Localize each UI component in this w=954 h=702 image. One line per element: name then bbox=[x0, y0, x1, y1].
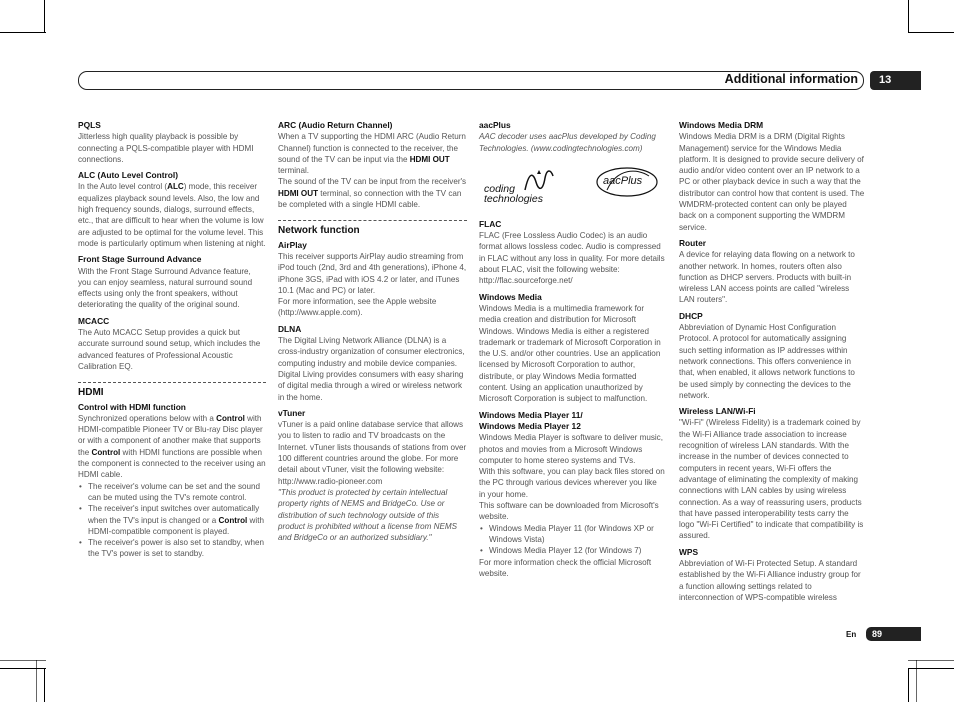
term-wmp: Windows Media Player 11/ Windows Media Player 12 bbox=[479, 409, 583, 431]
section-hdmi: HDMI bbox=[78, 382, 266, 398]
logos bbox=[479, 160, 665, 214]
list-item: • The receiver's input switches over automatically when the TV's input is changed or a Control with HDMI-compatible component is played. bbox=[88, 503, 266, 537]
text-mcacc: The Auto MCACC Setup provides a quick but accurate surround sound setup, which includes the advanced features of Professional Acoustic Calibration EQ. bbox=[78, 328, 261, 371]
term-dhcp: DHCP bbox=[679, 310, 703, 321]
crop-mark bbox=[908, 32, 954, 33]
text-pqls: Jitterless high quality playback is possible by connecting a PQLS-compatible player with HDMI connections. bbox=[78, 132, 254, 164]
column-3 bbox=[479, 120, 665, 579]
crop-mark bbox=[44, 668, 45, 702]
term-arc: ARC (Audio Return Channel) bbox=[278, 120, 393, 130]
crop-mark bbox=[908, 668, 909, 702]
text-control-hdmi: Synchronized operations below with a Control with HDMI-compatible Pioneer TV or Blu-ray Disc player or with a component of another make that supports the Control with HDMI functions are possible when the component is connected to the receiver using an HDMI cable. bbox=[78, 413, 266, 480]
term-windows-media: Windows Media bbox=[479, 291, 542, 302]
text-fsa: With the Front Stage Surround Advance feature, you can enjoy seamless, natural surround sound effects using only the front speakers, without deteriorating the quality of the original sound. bbox=[78, 266, 253, 310]
aacplus-logo: aacPlus bbox=[595, 166, 659, 198]
column-1 bbox=[78, 120, 266, 560]
term-control-hdmi: Control with HDMI function bbox=[78, 401, 186, 412]
page-title: Additional information bbox=[724, 72, 858, 86]
column-2 bbox=[278, 120, 467, 543]
coding-technologies-logo: coding technologies bbox=[484, 168, 555, 204]
term-fsa: Front Stage Surround Advance bbox=[78, 254, 202, 265]
term-vtuner: vTuner bbox=[278, 407, 306, 418]
crop-mark bbox=[916, 660, 917, 702]
crop-mark bbox=[0, 668, 46, 669]
text-dlna: The Digital Living Network Alliance (DLNA) is a cross-industry organization of consumer electronics, computing industry and mobile device companies. Digital Living provides consumers with easy sharing of digital media through a wired or wireless network in the home. bbox=[278, 336, 465, 402]
text-wmp-3: This software can be downloaded from Microsoft's website. bbox=[479, 501, 659, 522]
text-airplay: This receiver supports AirPlay audio streaming from iPod touch (2nd, 3rd and 4th generations), iPhone 4, iPhone 3GS, iPad with iOS 4.2 or later, and iTunes 10.1 (Mac and PC) or later. bbox=[278, 251, 467, 295]
chapter-number: 13 bbox=[870, 71, 921, 90]
term-wps: WPS bbox=[679, 546, 699, 557]
crop-mark bbox=[36, 660, 37, 702]
waveform-icon bbox=[523, 168, 555, 194]
crop-mark bbox=[908, 0, 909, 32]
text-wmp: Windows Media Player is software to deliver music, photos and movies from a Microsoft Windows computer to home stereo systems and TVs. bbox=[479, 433, 663, 465]
text-windows-media: Windows Media is a multimedia framework for media creation and distribution for Microsoft Windows. Windows Media is either a registered trademark or trademark of Microsoft Corporation in the U.S. and/or other countries. Use an application licensed by Microsoft Corporation to author, distribute, or play Windows Media formatted content. Using an application unauthorized by Microsoft Corporation is subject to malfunction. bbox=[479, 303, 661, 404]
term-wm-drm: Windows Media DRM bbox=[679, 120, 764, 130]
language-label: En bbox=[846, 630, 857, 639]
text-vtuner: vTuner is a paid online database service that allows you to listen to radio and TV broadcasts on the Internet. vTuner lists thousands of stations from over 100 different countries around the globe. For more detail about vTuner, visit the following website: bbox=[278, 420, 467, 475]
term-router: Router bbox=[679, 237, 706, 248]
term-flac: FLAC bbox=[479, 218, 502, 229]
term-dlna: DLNA bbox=[278, 323, 302, 334]
crop-mark bbox=[908, 668, 954, 669]
text-arc: When a TV supporting the HDMI ARC (Audio Return Channel) function is connected to the receiver, the sound of the TV can be input via the HDMI OUT terminal. bbox=[278, 132, 466, 176]
text-wmp-2: With this software, you can play back files stored on the PC through various devices wherever you like in your home. bbox=[479, 467, 665, 499]
section-network: Network function bbox=[278, 220, 467, 236]
text-alc: In the Auto level control (ALC) mode, this receiver equalizes playback sound levels. Also, the low and high frequency sounds, dialogs, surround effects, etc., that are difficult to hear when the volume is low are adjusted to be optimal for the volume level. This mode is particularly optimum when listening at night. bbox=[78, 182, 266, 248]
text-arc-2: The sound of the TV can be input from the receiver's HDMI OUT terminal, so connection with the TV can be completed with a single HDMI cable. bbox=[278, 177, 467, 210]
vtuner-note: "This product is protected by certain intellectual property rights of NEMS and BridgeCo. Use or distribution of such technology outside of this product is prohibited without a license from NEMS and BridgeCo or an authorized subsidiary." bbox=[278, 487, 458, 543]
list-item: • The receiver's volume can be set and the sound can be muted using the TV's remote control. bbox=[88, 481, 266, 504]
control-bullets bbox=[78, 481, 266, 560]
term-mcacc: MCACC bbox=[78, 315, 110, 326]
text-flac: FLAC (Free Lossless Audio Codec) is an audio format allows lossless codec. Audio is compressed in FLAC without any loss in quality. For more details about FLAC, visit the following website: bbox=[479, 231, 665, 275]
page-number: 89 bbox=[866, 627, 921, 641]
term-aacplus: aacPlus bbox=[479, 120, 511, 130]
text-wm-drm: Windows Media DRM is a DRM (Digital Rights Management) service for the Windows Media platform. It is designed to provide secure delivery of audio and/or video content over an IP network to a PC or other playback device in such a way that the distributor can control how that content is used. The WMDRM-protected content can only be played back on a component supporting the WMDRM service. bbox=[679, 132, 865, 232]
crop-mark bbox=[0, 660, 46, 661]
column-4 bbox=[679, 120, 865, 603]
term-pqls: PQLS bbox=[78, 120, 101, 130]
vtuner-url: http://www.radio-pioneer.com bbox=[278, 476, 383, 486]
flac-url: http://flac.sourceforge.net/ bbox=[479, 276, 573, 286]
text-wifi: "Wi-Fi" (Wireless Fidelity) is a trademark coined by the Wi-Fi Alliance trade association to increase recognition of wireless LAN standards. With the increase in the number of devices connected to computers in recent years, Wi-Fi offers the advantage of eliminating the complexity of making connections with LAN cables by using wireless connection. As a way of reassuring users, products that have passed interoperability tests carry the logo "Wi-Fi Certified" to indicate that compatibility is assured. bbox=[679, 418, 864, 541]
term-airplay: AirPlay bbox=[278, 239, 307, 250]
term-wifi: Wireless LAN/Wi-Fi bbox=[679, 406, 756, 417]
list-item: • The receiver's power is also set to standby, when the TV's power is set to standby. bbox=[88, 537, 266, 560]
crop-mark bbox=[0, 32, 46, 33]
list-item: • Windows Media Player 11 (for Windows XP or Windows Vista) bbox=[489, 523, 665, 546]
text-aacplus: AAC decoder uses aacPlus developed by Coding Technologies. (www.codingtechnologies.com) bbox=[479, 132, 656, 153]
text-wmp-more: For more information check the official Microsoft website. bbox=[479, 557, 652, 578]
text-dhcp: Abbreviation of Dynamic Host Configuration Protocol. A protocol for automatically assigning such setting information as IP addresses within network connections. This offers convenience in that, when enabled, it allows network functions to be used simply by connecting the devices to the network. bbox=[679, 323, 855, 400]
term-alc: ALC (Auto Level Control) bbox=[78, 170, 179, 181]
crop-mark bbox=[44, 0, 45, 32]
wmp-bullets bbox=[479, 523, 665, 557]
text-wps: Abbreviation of Wi-Fi Protected Setup. A standard established by the Wi-Fi Alliance industry group for a function allowing settings related to interconnection of WPS-compatible wireless bbox=[679, 558, 861, 602]
crop-mark bbox=[908, 660, 954, 661]
text-airplay-more: For more information, see the Apple website (http://www.apple.com). bbox=[278, 297, 437, 318]
text-router: A device for relaying data flowing on a network to another network. In homes, routers often also function as DHCP servers. Products with built-in wireless LAN access points are called "wireless LAN routers". bbox=[679, 250, 855, 305]
list-item: • Windows Media Player 12 (for Windows 7) bbox=[489, 545, 665, 556]
